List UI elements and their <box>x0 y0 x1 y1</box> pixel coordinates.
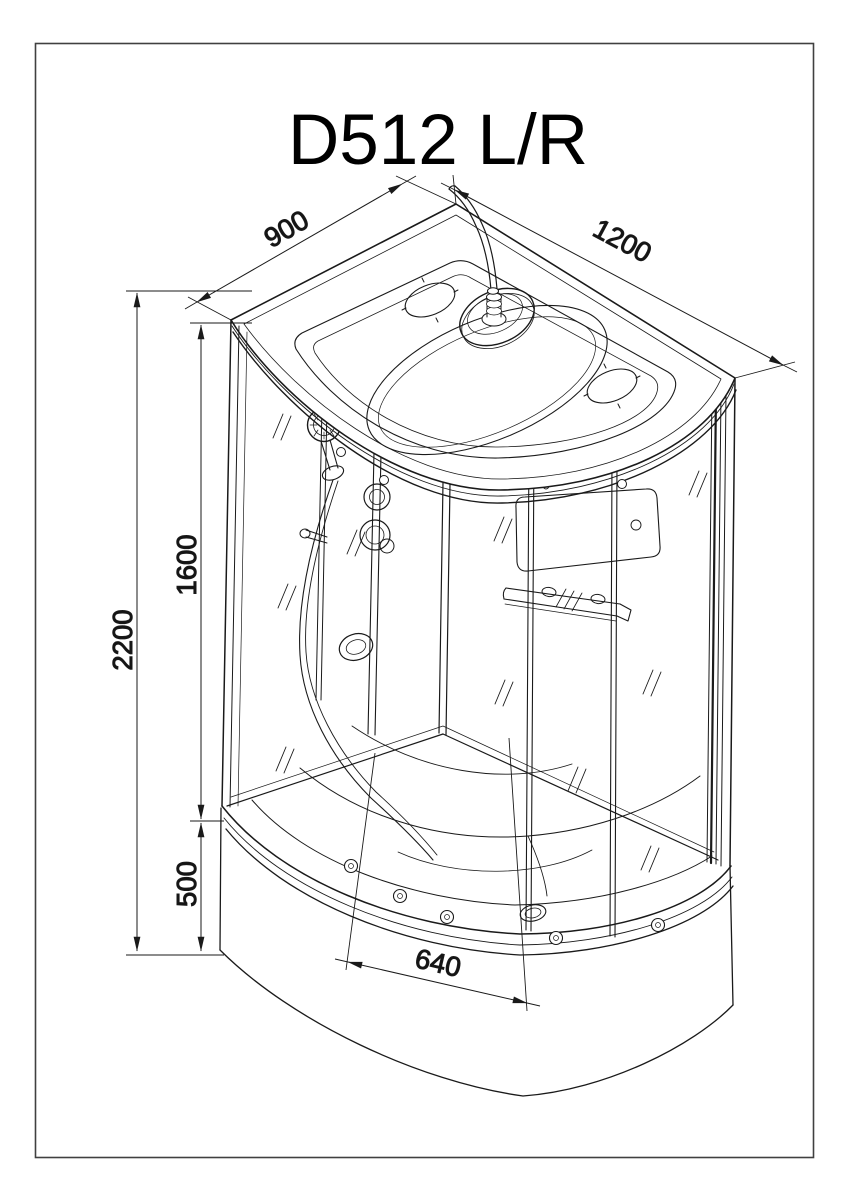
dimension-glass-height-1600 <box>171 323 252 821</box>
page-frame <box>36 44 814 1158</box>
dim-label-2200: 2200 <box>107 609 138 671</box>
drain <box>519 902 548 923</box>
mirror <box>516 479 660 571</box>
dim-label-640: 640 <box>412 942 464 984</box>
dim-label-1200: 1200 <box>588 212 657 269</box>
mixer-knob-upper <box>364 484 390 510</box>
front-skirt <box>220 808 733 1096</box>
tray-seat-edge <box>300 768 700 837</box>
shower-tray <box>222 726 733 955</box>
dim-label-900: 900 <box>258 203 314 254</box>
dimension-tray-height-500 <box>171 823 202 951</box>
mixer-knob-lower <box>360 520 390 550</box>
dim-label-500: 500 <box>171 861 202 907</box>
dim-label-1600: 1600 <box>171 534 202 596</box>
drawing-title: D512 L/R <box>288 101 588 180</box>
shower-cabin-drawing <box>220 186 736 1096</box>
